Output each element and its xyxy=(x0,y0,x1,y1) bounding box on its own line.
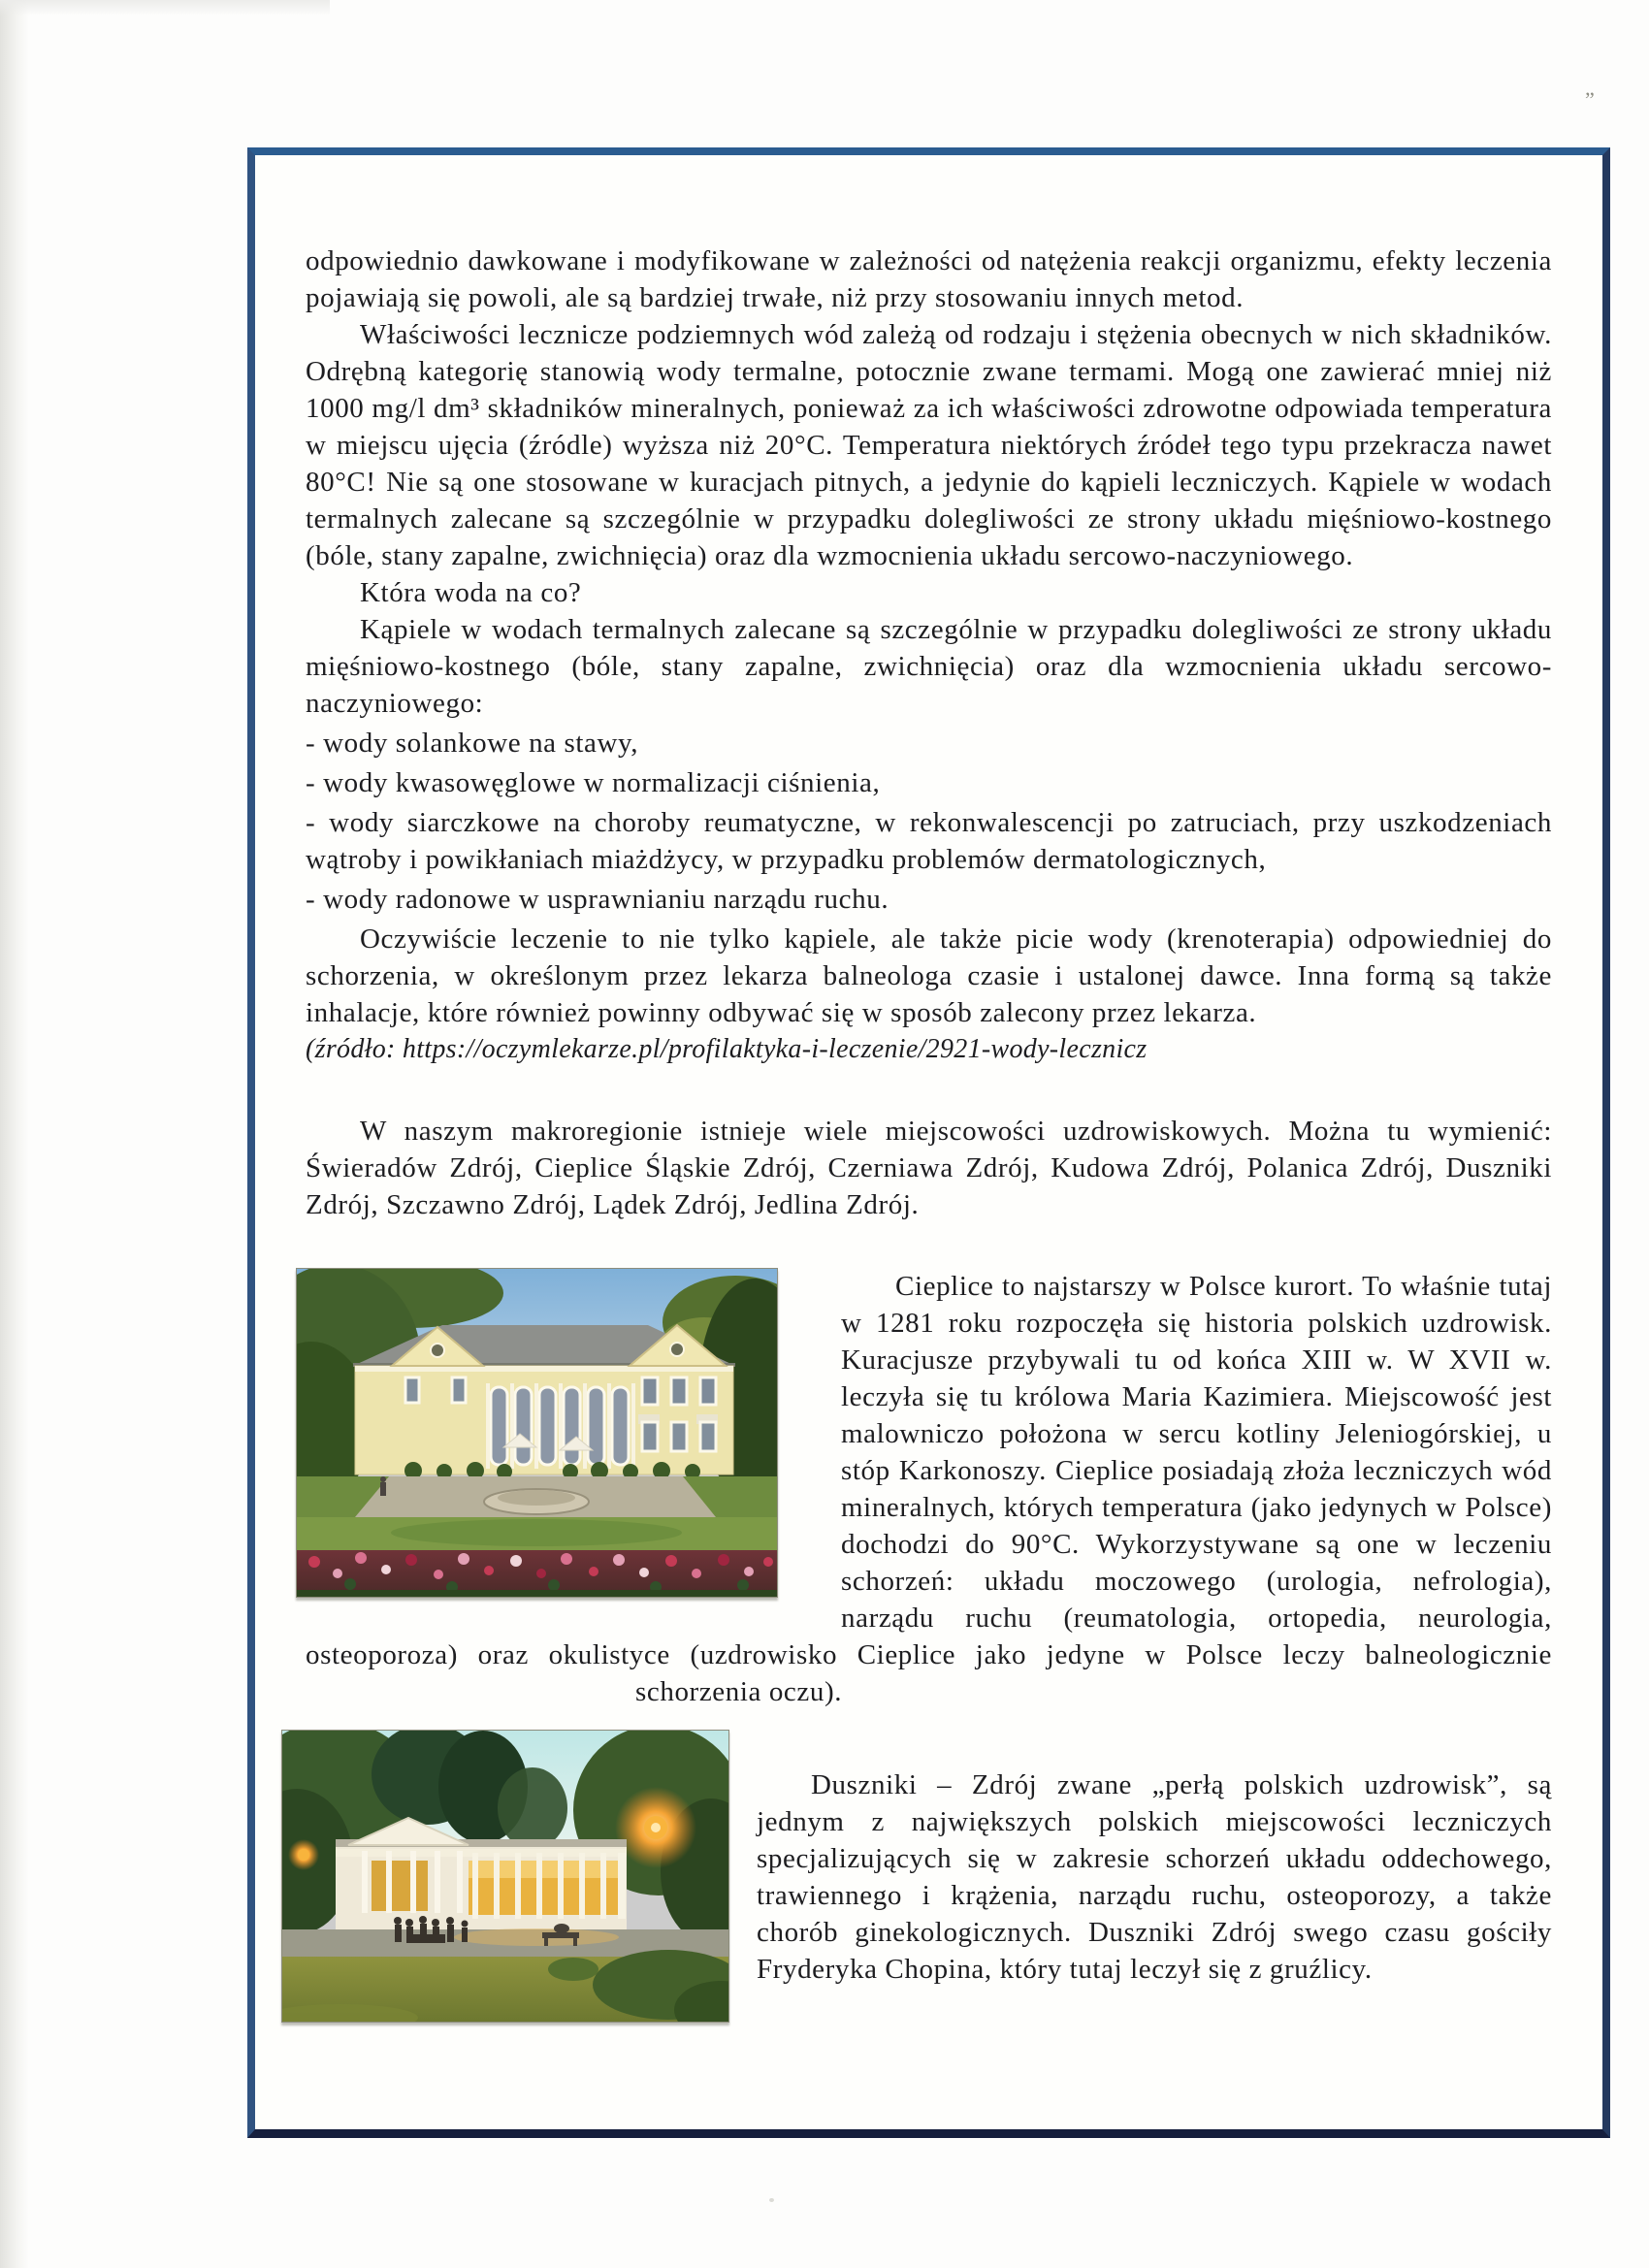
scan-speck-3 xyxy=(769,2198,774,2202)
cieplice-tail-line: schorzenia oczu). xyxy=(635,1676,843,1707)
paragraph-baths-recommend: Kąpiele w wodach termalnych zalecane są szczególnie w przypadku dolegliwości ze strony układu mięśniowo-kostnego (bóle, stany zapalne, zwichnięcia) oraz dla wzmocnienia układu sercowo-naczyniowego: xyxy=(306,614,1552,719)
list-item-solankowe: - wody solankowe na stawy, xyxy=(306,728,639,759)
cieplice-section xyxy=(306,1268,1552,1710)
scan-top-edge xyxy=(0,0,330,16)
source-line: (źródło: https://oczymlekarze.pl/profilaktyka-i-leczenie/2921-wody-lecznicz xyxy=(306,1034,1148,1064)
page-border-frame xyxy=(247,147,1610,2138)
paragraph-region: W naszym makroregionie istnieje wiele miejscowości uzdrowiskowych. Można tu wymienić: Świeradów Zdrój, Cieplice Śląskie Zdrój, Czerniawa Zdrój, Kudowa Zdrój, Polanica Zdrój, Duszniki Zdrój, Szczawno Zdrój, Lądek Zdrój, Jedlina Zdrój. xyxy=(306,1116,1552,1220)
list-item-radonowe: - wody radonowe w usprawnianiu narządu ruchu. xyxy=(306,884,889,915)
duszniki-section xyxy=(306,1730,1552,2030)
cieplice-photo-illustration xyxy=(297,1269,777,1597)
cieplice-photo xyxy=(296,1268,778,1598)
list-item-kwasoweglowe: - wody kwasowęglowe w normalizacji ciśnienia, xyxy=(306,767,881,798)
page-content xyxy=(255,155,1602,2129)
question-line: Która woda na co? xyxy=(360,577,582,608)
list-item-siarczkowe: - wody siarczkowe na choroby reumatyczne, w rekonwalescencji po zatruciach, przy uszkodzeniach wątroby i powikłaniach miażdżycy, w przypadku problemów dermatologicznych, xyxy=(306,807,1552,875)
scan-left-edge xyxy=(0,0,29,2268)
paragraph-krenoterapia: Oczywiście leczenie to nie tylko kąpiele, ale także picie wody (krenoterapia) odpowiedniej do schorzenia, w określonym przez lekarza balneologa czasie i ustalonej dawce. Inna formą są także inhalacje, które również powinny odbywać się w sposób zalecony przez lekarza. xyxy=(306,923,1552,1028)
scan-speck-top-right: ” xyxy=(1585,87,1595,112)
cieplice-paragraph: Cieplice to najstarszy w Polsce kurort. To właśnie tutaj w 1281 roku rozpoczęła się historia polskich uzdrowisk. Kuracjusze przybywali tu od końca XIII w. W XVII w. leczyła się tu królowa Maria Kazimiera. Miejscowość jest malowniczo położona w sercu kotliny Jeleniogórskiej, u stóp Karkonoszy. Cieplice posiadają złoża leczniczych wód mineralnych, których temperatura (jako jedynych w Polsce) dochodzi do 90°C. Wykorzystywane są one w leczeniu schorzeń: układu moczowego (urologia, nefrologia), narządu ruchu (reumatologia, ortopedia, neurologia, osteoporoza) oraz okulistyce (uzdrowisko Cieplice jako jedyne w Polsce leczy balneologicznie xyxy=(306,1271,1552,1670)
paragraph-properties: Właściwości lecznicze podziemnych wód zależą od rodzaju i stężenia obecnych w nich składników. Odrębną kategorię stanowią wody termalne, potocznie zwane termami. Mogą one zawierać mniej niż 1000 mg/l dm³ składników mineralnych, ponieważ za ich właściwości zdrowotne odpowiada temperatura w miejscu ujęcia (źródle) wyższa niż 20°C. Temperatura niektórych źródeł tego typu przekracza nawet 80°C! Nie są one stosowane w kuracjach pitnych, a jedynie do kąpieli leczniczych. Kąpiele w wodach termalnych zalecane są szczególnie w przypadku dolegliwości ze strony układu mięśniowo-kostnego (bóle, stany zapalne, zwichnięcia) oraz dla wzmocnienia układu sercowo-naczyniowego. xyxy=(306,319,1552,571)
duszniki-photo-illustration xyxy=(282,1731,728,2022)
duszniki-paragraph: Duszniki – Zdrój zwane „perłą polskich uzdrowisk”, są jednym z największych polskich miejscowości leczniczych specjalizujących się w zakresie schorzeń układu oddechowego, trawiennego i krążenia, narządu ruchu, osteoporozy, a także chorób ginekologicznych. Duszniki Zdrój swego czasu gościły Fryderyka Chopina, który tutaj leczył się z gruźlicy. xyxy=(757,1769,1552,1985)
duszniki-photo xyxy=(281,1730,729,2023)
paragraph-continuation: odpowiednio dawkowane i modyfikowane w zależności od natężenia reakcji organizmu, efekty leczenia pojawiają się powoli, ale są bardziej trwałe, niż przy stosowaniu innych metod. xyxy=(306,245,1552,313)
